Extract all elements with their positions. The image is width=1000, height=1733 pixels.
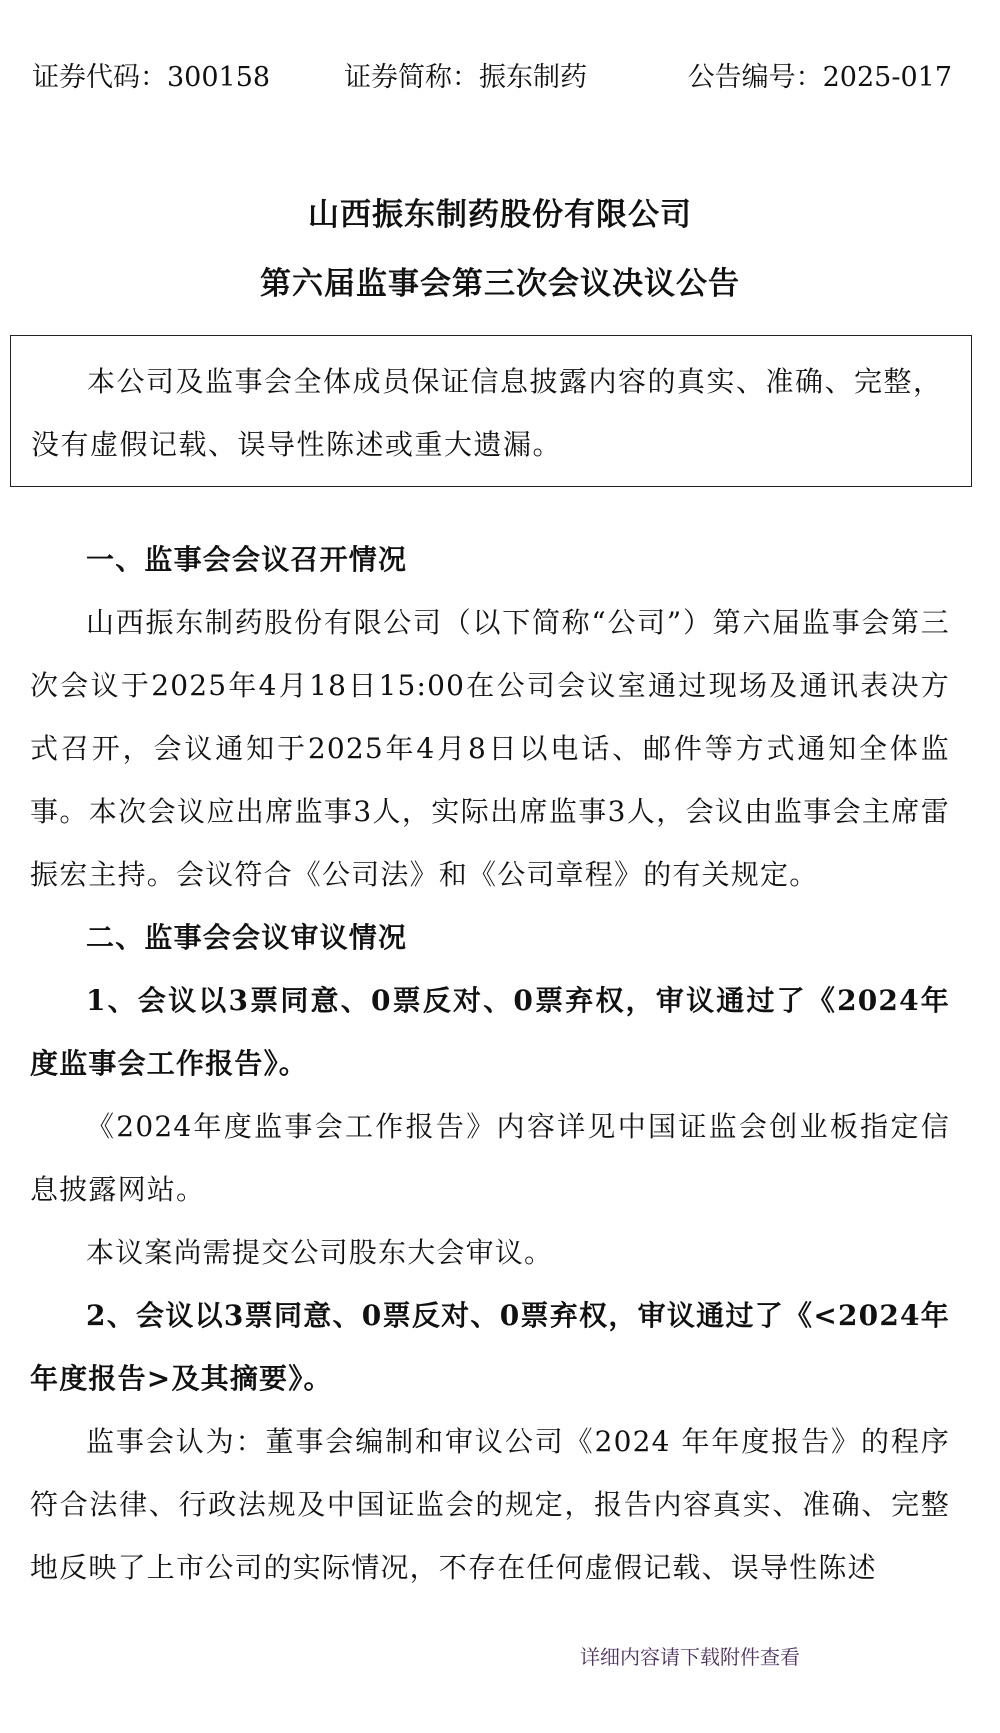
resolution-2-title: 2、会议以3票同意、0票反对、0票弃权，审议通过了《<2024年年度报告>及其摘要》。 <box>30 1299 950 1395</box>
disclosure-statement: 本公司及监事会全体成员保证信息披露内容的真实、准确、完整，没有虚假记载、误导性陈述或重大遗漏。 <box>31 365 943 461</box>
notice-title: 第六届监事会第三次会议决议公告 <box>260 266 740 302</box>
resolution-1-title: 1、会议以3票同意、0票反对、0票弃权，审议通过了《2024年度监事会工作报告》。 <box>30 984 950 1080</box>
document-body <box>30 528 950 1599</box>
download-attachment-link[interactable]: 详细内容请下载附件查看 <box>580 1645 800 1669</box>
section-2-heading: 二、监事会会议审议情况 <box>86 921 408 954</box>
section-1-heading: 一、监事会会议召开情况 <box>86 543 408 576</box>
company-title: 山西振东制药股份有限公司 <box>308 197 692 233</box>
disclosure-statement-box <box>10 335 972 487</box>
resolution-2-detail: 监事会认为：董事会编制和审议公司《2024 年年度报告》的程序符合法律、行政法规及中国证监会的规定，报告内容真实、准确、完整地反映了上市公司的实际情况，不存在任何虚假记载、误导性陈述 <box>30 1425 950 1584</box>
stock-code: 证券代码：300158 <box>32 62 271 93</box>
notice-number: 公告编号：2025-017 <box>687 62 952 93</box>
section-1-paragraph: 山西振东制药股份有限公司（以下简称“公司”）第六届监事会第三次会议于2025年4月18日15:00在公司会议室通过现场及通讯表决方式召开，会议通知于2025年4月8日以电话、邮件等方式通知全体监事。本次会议应出席监事3人，实际出席监事3人，会议由监事会主席雷振宏主持。会议符合《公司法》和《公司章程》的有关规定。 <box>30 606 950 891</box>
resolution-1-note: 本议案尚需提交公司股东大会审议。 <box>86 1236 554 1269</box>
resolution-1-detail: 《2024年度监事会工作报告》内容详见中国证监会创业板指定信息披露网站。 <box>30 1110 950 1206</box>
stock-abbreviation: 证券简称：振东制药 <box>344 62 587 93</box>
document-header <box>32 58 952 98</box>
